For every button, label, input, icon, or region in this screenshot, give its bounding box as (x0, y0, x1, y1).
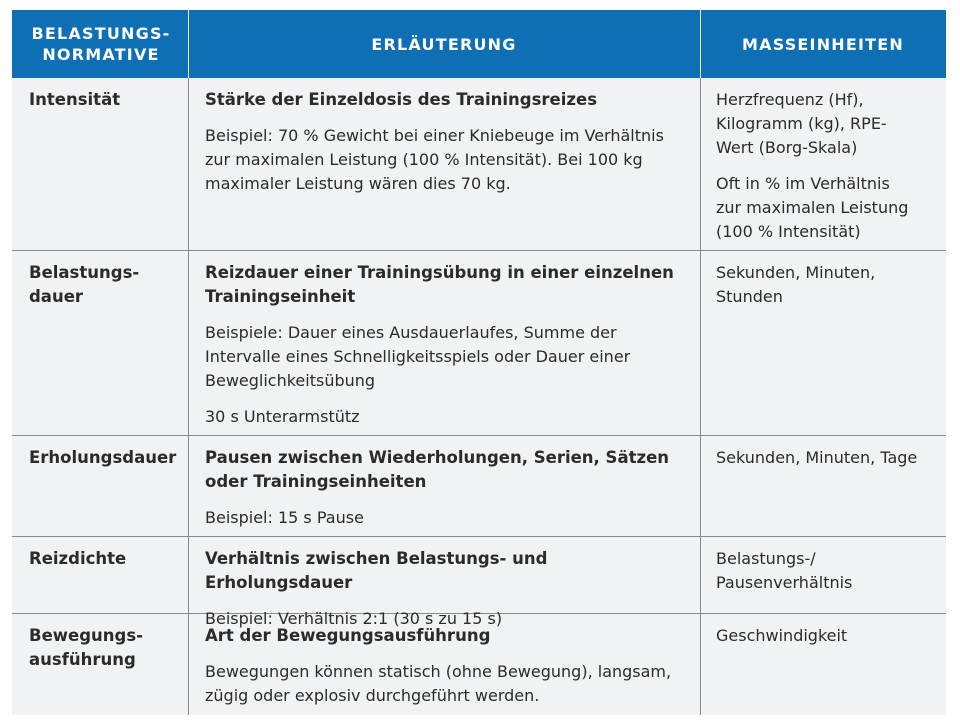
header-norms-line1: BELASTUNGS- (31, 24, 171, 43)
row-units-text (716, 624, 940, 648)
table-row (12, 537, 946, 628)
row-units-text (716, 172, 940, 244)
text-line: Beispiel: 15 s Pause (205, 508, 364, 527)
text-line: Oft in % im Verhältnis (716, 174, 890, 193)
row-explanation-cell (188, 614, 700, 715)
text-line: Intervalle eines Schnelligkeitsspiels oder Dauer einer (205, 347, 631, 366)
row-units-text (716, 547, 940, 595)
row-explanation-cell (188, 251, 700, 435)
text-line: 30 s Unterarmstütz (205, 407, 360, 426)
header-cell-units (700, 10, 946, 78)
row-explanation-title (205, 261, 692, 309)
header-cell-norms (12, 10, 188, 78)
text-line: Beweglichkeitsübung (205, 371, 376, 390)
row-units-text (716, 446, 940, 470)
table-header (12, 10, 946, 78)
text-line: Wert (Borg-Skala) (716, 138, 858, 157)
row-explanation-example (205, 660, 692, 708)
text-line: zur maximalen Leistung (100 % Intensität). Bei 100 kg (205, 150, 643, 169)
text-line: Bewegungen können statisch (ohne Bewegung), langsam, (205, 662, 672, 681)
row-name: dauer (29, 287, 84, 306)
row-explanation-cell (188, 537, 700, 628)
text-line: Stunden (716, 287, 783, 306)
title-line: Verhältnis zwischen Belastungs- und Erholungsdauer (205, 549, 548, 592)
text-line: Beispiele: Dauer eines Ausdauerlaufes, Summe der (205, 323, 617, 342)
text-line: maximaler Leistung wären dies 70 kg. (205, 174, 511, 193)
row-explanation-example (205, 124, 692, 196)
title-line: Art der Bewegungsausführung (205, 626, 491, 645)
row-name-cell (12, 251, 188, 435)
row-units-cell (700, 251, 946, 435)
text-line: zur maximalen Leistung (716, 198, 909, 217)
text-line: Beispiel: Verhältnis 2:1 (30 s zu 15 s) (205, 609, 503, 628)
text-line: zügig oder explosiv durchgeführt werden. (205, 686, 540, 705)
row-units-cell (700, 78, 946, 250)
row-explanation-example (205, 506, 692, 530)
row-name-cell (12, 78, 188, 250)
text-line: Kilogramm (kg), RPE- (716, 114, 887, 133)
header-explanation-label: ERLÄUTERUNG (371, 34, 517, 54)
title-line: Stärke der Einzeldosis des Trainingsreizes (205, 90, 598, 109)
row-units-cell (700, 614, 946, 715)
row-units-cell (700, 436, 946, 536)
training-load-table (12, 10, 946, 715)
row-units-cell (700, 537, 946, 613)
text-line: Belastungs-/ (716, 549, 816, 568)
row-explanation-cell (188, 78, 700, 250)
header-cell-explanation (188, 10, 700, 78)
row-name: ausführung (29, 650, 136, 669)
row-explanation-title (205, 624, 692, 648)
row-explanation-title (205, 446, 692, 494)
header-norms-line2: NORMATIVE (42, 45, 160, 64)
row-explanation-example (205, 405, 692, 429)
row-name-cell (12, 436, 188, 536)
row-name: Intensität (29, 90, 121, 109)
row-name-cell (12, 614, 188, 715)
table-row (12, 614, 946, 715)
text-line: Geschwindigkeit (716, 626, 848, 645)
text-line: Pausenverhältnis (716, 573, 853, 592)
title-line: Trainingseinheit (205, 287, 356, 306)
row-explanation-title (205, 547, 692, 595)
row-explanation-cell (188, 436, 700, 536)
title-line: Reizdauer einer Trainingsübung in einer einzelnen (205, 263, 674, 282)
row-name: Reizdichte (29, 549, 127, 568)
text-line: Beispiel: 70 % Gewicht bei einer Kniebeuge im Verhältnis (205, 126, 664, 145)
header-units-label: MASSEINHEITEN (741, 34, 904, 54)
row-name-cell (12, 537, 188, 613)
row-explanation-title (205, 88, 692, 112)
table-row (12, 78, 946, 251)
text-line: Sekunden, Minuten, (716, 263, 876, 282)
row-explanation-example (205, 321, 692, 393)
table-row (12, 436, 946, 537)
title-line: Pausen zwischen Wiederholungen, Serien, Sätzen (205, 448, 670, 467)
text-line: (100 % Intensität) (716, 222, 861, 241)
row-units-text (716, 261, 940, 309)
text-line: Sekunden, Minuten, Tage (716, 448, 918, 467)
title-line: oder Trainingseinheiten (205, 472, 427, 491)
row-name: Belastungs- (29, 263, 140, 282)
text-line: Herzfrequenz (Hf), (716, 90, 864, 109)
table-row (12, 251, 946, 436)
row-name: Bewegungs- (29, 626, 143, 645)
row-name: Erholungsdauer (29, 448, 177, 467)
row-units-text (716, 88, 940, 160)
